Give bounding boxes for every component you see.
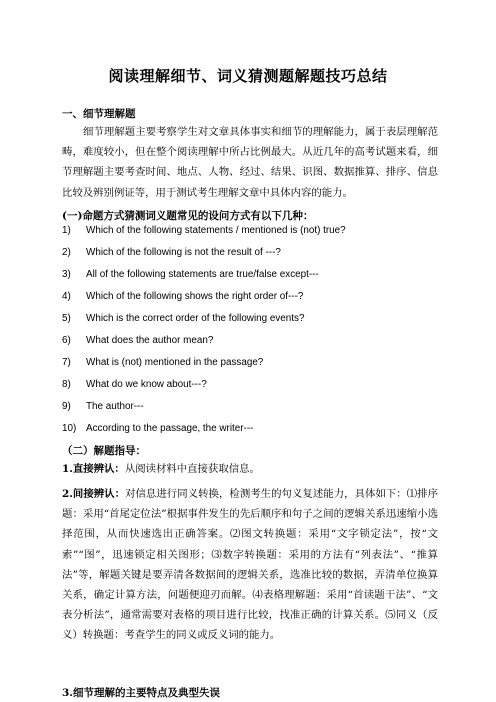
subsection-heading-2: （二）解题指导： [62, 445, 146, 457]
question-item [62, 308, 346, 330]
question-item [62, 352, 346, 374]
question-number: 6) [62, 335, 71, 346]
question-text: What does the author mean? [86, 335, 214, 346]
question-number: 7) [62, 357, 71, 368]
question-item [62, 330, 346, 352]
question-number: 1) [62, 225, 71, 236]
question-text: What is (not) mentioned in the passage? [86, 357, 264, 368]
question-number: 10) [62, 423, 77, 434]
question-text: Which of the following statements / mentioned is (not) true? [86, 225, 346, 236]
question-text: According to the passage, the writer--- [86, 423, 254, 434]
question-text: Which is the correct order of the following events? [86, 313, 305, 324]
question-text: The author--- [86, 401, 144, 412]
question-number: 8) [62, 379, 71, 390]
question-text: What do we know about---? [86, 379, 207, 390]
question-item [62, 264, 346, 286]
question-item [62, 418, 346, 440]
section-heading: 一、细节理解题 [62, 108, 136, 120]
point-1-text: 从阅读材料中直接获取信息。 [124, 463, 260, 475]
question-number: 5) [62, 313, 71, 324]
question-number: 2) [62, 247, 71, 258]
point-1 [62, 459, 438, 479]
question-item [62, 242, 346, 264]
question-list [62, 220, 346, 440]
page-title: 阅读理解细节、词义猜测题解题技巧总结 [108, 67, 388, 85]
question-item [62, 374, 346, 396]
question-number: 3) [62, 269, 71, 280]
question-text: Which of the following is not the result of ---? [86, 247, 281, 258]
question-item [62, 220, 346, 242]
point-2 [62, 484, 438, 646]
question-item [62, 286, 346, 308]
question-item [62, 396, 346, 418]
subsection-heading-1: (一)命题方式猜测词义题常见的设问方式有以下几种： [62, 210, 314, 222]
question-number: 4) [62, 291, 71, 302]
question-text: Which of the following shows the right order of---? [86, 291, 304, 302]
point-1-label: 1.直接辨认： [62, 463, 125, 475]
point-3-heading: 3.细节理解的主要特点及典型失误 [62, 687, 220, 699]
intro-paragraph: 细节理解题主要考察学生对文章具体事实和细节的理解能力，属于表层理解范畴，难度较小，但在整个阅读理解中所占比例最大。从近几年的高考试题来看，细节理解题主要考查时间、地点、人物、经过、结果、识图、数据推算、排序、信息比较及辨别例证等，用于测试考生理解文章中具体内容的能力。 [62, 126, 438, 199]
point-2-label: 2.间接辨认： [62, 488, 126, 500]
question-text: All of the following statements are true/false except--- [86, 269, 319, 280]
question-number: 9) [62, 401, 71, 412]
point-2-text: 对信息进行同义转换，检测考生的句义复述能力，具体如下：⑴排序题：采用“首尾定位法”根据事件发生的先后顺序和句子之间的逻辑关系迅速缩小选择范围，从而快速选出正确答案。⑵图文转换题：采用“文字锁定法”，按“文索”“图”，迅速锁定相关图形；⑶数字转换题：采用的方法有“列表法”、“推算法”等，解题关键是要弄清各数据间的逻辑关系，选准比较的数据，弄清单位换算关系，确定计算方法，问题便迎刃而解。⑷表格理解题：采用“首读题干法”、“文表分析法”，通常需要对表格的项目进行比较，找准正确的计算关系。⑸同义（反义）转换题：考查学生的同义或反义词的能力。 [62, 488, 438, 642]
